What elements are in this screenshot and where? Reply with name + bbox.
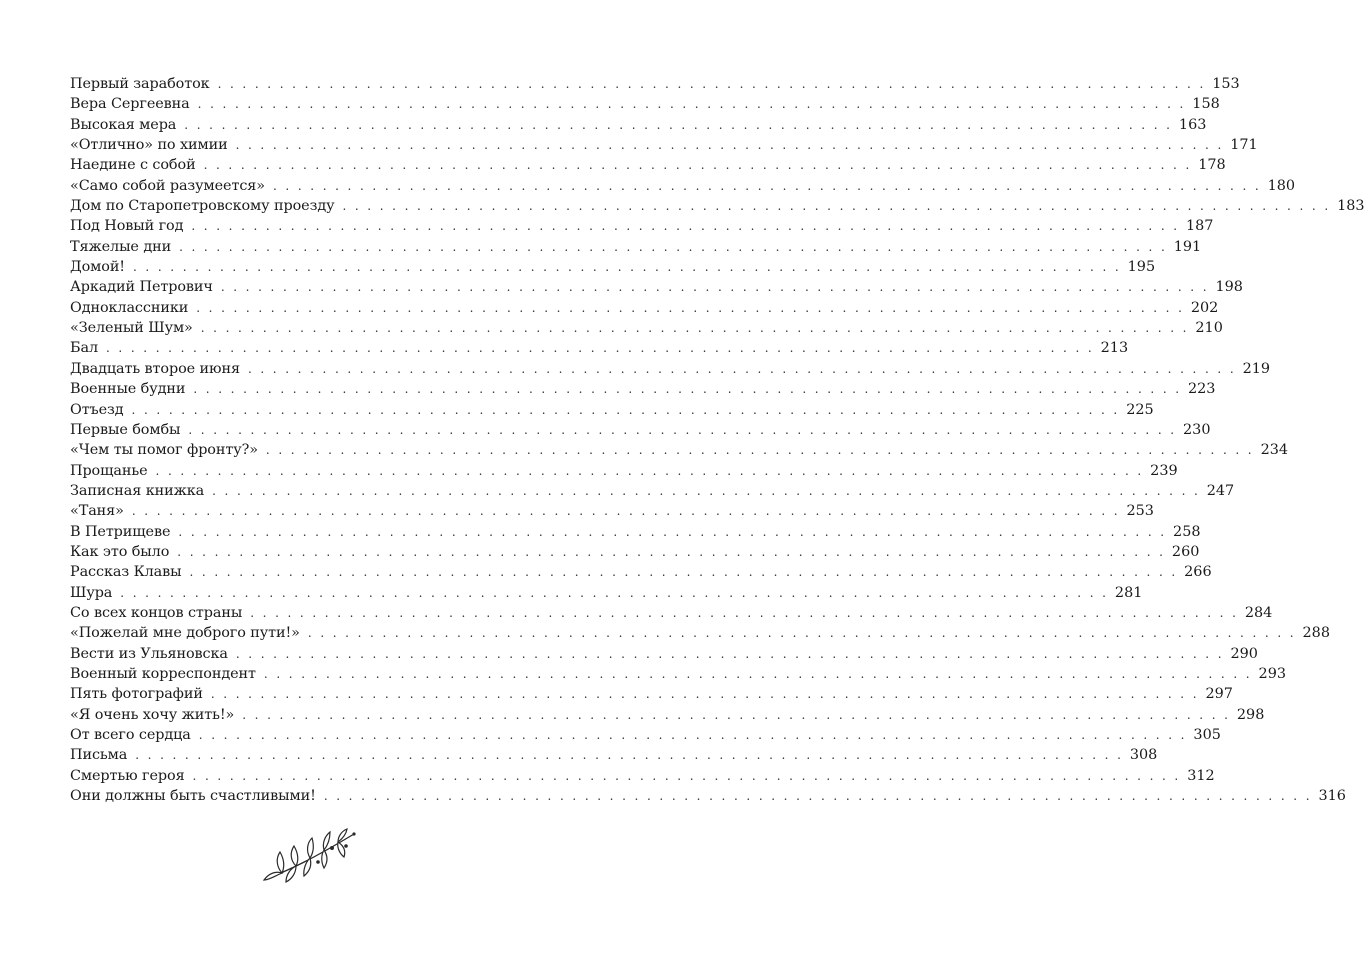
dot-leader: . . . . . . . . . . . . . . . . . . . . . . . . . . . . . . . . . . . . . . . . . . . . . . . . . . . . . . . . . . . . . . . . . . . . . . . . . . . . . . . .	[191, 219, 1180, 234]
toc-entry-page: 223	[1188, 381, 1216, 398]
toc-entry-page: 153	[1212, 76, 1240, 92]
dot-leader: . . . . . . . . . . . . . . . . . . . . . . . . . . . . . . . . . . . . . . . . . . . . . . . . . . . . . . . . . . . . . . . . . . . . . . . . . . . . . . . .	[307, 626, 1296, 641]
toc-entry-title: «Само собой разумеется»	[70, 177, 265, 194]
toc-entry	[70, 705, 1265, 725]
toc-entry	[70, 298, 1219, 318]
dot-leader: . . . . . . . . . . . . . . . . . . . . . . . . . . . . . . . . . . . . . . . . . . . . . . . . . . . . . . . . . . . . . . . . . . . . . . . . . . . . . . . .	[177, 544, 1166, 559]
toc-entry	[70, 338, 1129, 358]
dot-leader: . . . . . . . . . . . . . . . . . . . . . . . . . . . . . . . . . . . . . . . . . . . . . . . . . . . . . . . . . . . . . . . . . . . . . . . . . . . . . . . .	[106, 341, 1095, 356]
toc-entry-title: Тяжелые дни	[70, 238, 172, 255]
dot-leader: . . . . . . . . . . . . . . . . . . . . . . . . . . . . . . . . . . . . . . . . . . . . . . . . . . . . . . . . . . . . . . . . . . . . . . . . . . . . . . . .	[184, 117, 1173, 132]
toc-entry-title: «Зеленый Шум»	[70, 320, 193, 337]
toc-entry-page: 234	[1260, 442, 1289, 459]
toc-entry-page: 258	[1173, 523, 1201, 540]
dot-leader: . . . . . . . . . . . . . . . . . . . . . . . . . . . . . . . . . . . . . . . . . . . . . . . . . . . . . . . . . . . . . . . . . . . . . . . . . . . . . . . .	[179, 239, 1168, 254]
dot-leader: . . . . . . . . . . . . . . . . . . . . . . . . . . . . . . . . . . . . . . . . . . . . . . . . . . . . . . . . . . . . . . . . . . . . . . . . . . . . . . . .	[193, 382, 1182, 397]
toc-entry-title: Военные будни	[70, 381, 186, 398]
dot-leader: . . . . . . . . . . . . . . . . . . . . . . . . . . . . . . . . . . . . . . . . . . . . . . . . . . . . . . . . . . . . . . . . . . . . . . . . . . . . . . . .	[200, 321, 1189, 336]
toc-entry-title: Домой!	[70, 259, 125, 276]
toc-entry-page: 213	[1100, 340, 1129, 357]
toc-entry-title: Одноклассники	[70, 299, 189, 316]
toc-entry-page: 260	[1171, 543, 1200, 560]
toc-entry-page: 187	[1186, 218, 1214, 235]
toc-entry-page: 195	[1127, 259, 1156, 276]
dot-leader: . . . . . . . . . . . . . . . . . . . . . . . . . . . . . . . . . . . . . . . . . . . . . . . . . . . . . . . . . . . . . . . . . . . . . . . . . . . . . . . .	[189, 565, 1178, 580]
toc-entry	[70, 257, 1156, 277]
dot-leader: . . . . . . . . . . . . . . . . . . . . . . . . . . . . . . . . . . . . . . . . . . . . . . . . . . . . . . . . . . . . . . . . . . . . . . . . . . . . . . . .	[196, 300, 1185, 315]
toc-entry-page: 158	[1192, 96, 1220, 113]
toc-entry-title: Отъезд	[70, 401, 124, 418]
toc-entry	[70, 684, 1233, 704]
toc-entry-page: 180	[1267, 177, 1296, 194]
toc-entry-page: 253	[1126, 503, 1154, 520]
toc-entry-title: Пять фотографий	[70, 686, 203, 703]
dot-leader: . . . . . . . . . . . . . . . . . . . . . . . . . . . . . . . . . . . . . . . . . . . . . . . . . . . . . . . . . . . . . . . . . . . . . . . . . . . . . . . .	[178, 524, 1167, 539]
toc-entry	[70, 644, 1258, 664]
dot-leader: . . . . . . . . . . . . . . . . . . . . . . . . . . . . . . . . . . . . . . . . . . . . . . . . . . . . . . . . . . . . . . . . . . . . . . . . . . . . . . . .	[235, 138, 1224, 153]
dot-leader: . . . . . . . . . . . . . . . . . . . . . . . . . . . . . . . . . . . . . . . . . . . . . . . . . . . . . . . . . . . . . . . . . . . . . . . . . . . . . . . .	[323, 789, 1312, 804]
toc-entry-page: 288	[1302, 625, 1330, 642]
table-of-contents	[70, 74, 1365, 806]
toc-entry	[70, 501, 1154, 521]
toc-entry-page: 183	[1337, 198, 1365, 215]
toc-entry-page: 312	[1187, 767, 1215, 784]
toc-entry	[70, 603, 1273, 623]
toc-entry-page: 219	[1242, 360, 1271, 377]
toc-entry-page: 284	[1244, 604, 1273, 621]
toc-entry-page: 247	[1206, 482, 1235, 499]
toc-entry	[70, 623, 1330, 643]
toc-entry	[70, 562, 1212, 582]
toc-entry	[70, 216, 1214, 236]
dot-leader: . . . . . . . . . . . . . . . . . . . . . . . . . . . . . . . . . . . . . . . . . . . . . . . . . . . . . . . . . . . . . . . . . . . . . . . . . . . . . . . .	[272, 178, 1262, 193]
dot-leader: . . . . . . . . . . . . . . . . . . . . . . . . . . . . . . . . . . . . . . . . . . . . . . . . . . . . . . . . . . . . . . . . . . . . . . . . . . . . . . . .	[155, 463, 1144, 478]
toc-entry-page: 198	[1215, 279, 1243, 296]
dot-leader: . . . . . . . . . . . . . . . . . . . . . . . . . . . . . . . . . . . . . . . . . . . . . . . . . . . . . . . . . . . . . . . . . . . . . . . . . . . . . . . .	[131, 402, 1120, 417]
toc-entry-page: 202	[1190, 299, 1219, 316]
toc-entry	[70, 664, 1287, 684]
toc-entry	[70, 135, 1258, 155]
dot-leader: . . . . . . . . . . . . . . . . . . . . . . . . . . . . . . . . . . . . . . . . . . . . . . . . . . . . . . . . . . . . . . . . . . . . . . . . . . . . . . . .	[220, 280, 1209, 295]
toc-entry-page: 230	[1183, 421, 1211, 438]
toc-entry-title: В Петрищеве	[70, 523, 171, 540]
toc-entry	[70, 766, 1215, 786]
toc-entry-title: Первый заработок	[70, 76, 210, 92]
toc-entry	[70, 583, 1143, 603]
toc-entry	[70, 481, 1235, 501]
toc-entry	[70, 74, 1240, 94]
toc-entry-title: Высокая мера	[70, 116, 177, 133]
dot-leader: . . . . . . . . . . . . . . . . . . . . . . . . . . . . . . . . . . . . . . . . . . . . . . . . . . . . . . . . . . . . . . . . . . . . . . . . . . . . . . . .	[212, 483, 1201, 498]
toc-entry	[70, 542, 1200, 562]
dot-leader: . . . . . . . . . . . . . . . . . . . . . . . . . . . . . . . . . . . . . . . . . . . . . . . . . . . . . . . . . . . . . . . . . . . . . . . . . . . . . . . .	[133, 260, 1122, 275]
dot-leader: . . . . . . . . . . . . . . . . . . . . . . . . . . . . . . . . . . . . . . . . . . . . . . . . . . . . . . . . . . . . . . . . . . . . . . . . . . . . . . . .	[192, 768, 1181, 783]
toc-entry-title: «Пожелай мне доброго пути!»	[70, 625, 300, 642]
toc-entry-title: «Отлично» по химии	[70, 137, 228, 154]
toc-entry-page: 163	[1178, 116, 1207, 133]
toc-entry-title: «Чем ты помог фронту?»	[70, 442, 258, 459]
dot-leader: . . . . . . . . . . . . . . . . . . . . . . . . . . . . . . . . . . . . . . . . . . . . . . . . . . . . . . . . . . . . . . . . . . . . . . . . . . . . . . . .	[217, 77, 1206, 91]
laurel-branch-icon	[262, 826, 360, 886]
toc-entry-page: 297	[1205, 686, 1233, 703]
toc-entry-page: 178	[1198, 157, 1226, 174]
toc-entry-title: Наедине с собой	[70, 157, 196, 174]
dot-leader: . . . . . . . . . . . . . . . . . . . . . . . . . . . . . . . . . . . . . . . . . . . . . . . . . . . . . . . . . . . . . . . . . . . . . . . . . . . . . . . .	[210, 687, 1199, 702]
dot-leader: . . . . . . . . . . . . . . . . . . . . . . . . . . . . . . . . . . . . . . . . . . . . . . . . . . . . . . . . . . . . . . . . . . . . . . . . . . . . . . . .	[342, 199, 1331, 214]
toc-entry-title: Военный корреспондент	[70, 665, 256, 682]
toc-entry-title: «Таня»	[70, 503, 124, 520]
toc-entry-title: Смертью героя	[70, 767, 185, 784]
toc-entry-page: 171	[1230, 137, 1258, 154]
toc-entry	[70, 745, 1158, 765]
toc-entry	[70, 237, 1202, 257]
dot-leader: . . . . . . . . . . . . . . . . . . . . . . . . . . . . . . . . . . . . . . . . . . . . . . . . . . . . . . . . . . . . . . . . . . . . . . . . . . . . . . . .	[135, 748, 1124, 763]
toc-entry-title: Аркадий Петрович	[70, 279, 213, 296]
dot-leader: . . . . . . . . . . . . . . . . . . . . . . . . . . . . . . . . . . . . . . . . . . . . . . . . . . . . . . . . . . . . . . . . . . . . . . . . . . . . . . . .	[198, 728, 1187, 742]
toc-entry	[70, 115, 1207, 135]
toc-entry-title: Прощанье	[70, 462, 148, 479]
toc-entry	[70, 94, 1220, 114]
toc-entry-title: Бал	[70, 340, 98, 357]
toc-entry-title: Рассказ Клавы	[70, 564, 182, 581]
toc-entry-title: Вера Сергеевна	[70, 96, 190, 113]
dot-leader: . . . . . . . . . . . . . . . . . . . . . . . . . . . . . . . . . . . . . . . . . . . . . . . . . . . . . . . . . . . . . . . . . . . . . . . . . . . . . . . .	[265, 443, 1255, 458]
toc-entry-title: Двадцать второе июня	[70, 360, 240, 377]
dot-leader: . . . . . . . . . . . . . . . . . . . . . . . . . . . . . . . . . . . . . . . . . . . . . . . . . . . . . . . . . . . . . . . . . . . . . . . . . . . . . . . .	[263, 666, 1253, 681]
toc-entry-page: 298	[1236, 706, 1265, 723]
dot-leader: . . . . . . . . . . . . . . . . . . . . . . . . . . . . . . . . . . . . . . . . . . . . . . . . . . . . . . . . . . . . . . . . . . . . . . . . . . . . . . . .	[247, 361, 1237, 376]
dot-leader: . . . . . . . . . . . . . . . . . . . . . . . . . . . . . . . . . . . . . . . . . . . . . . . . . . . . . . . . . . . . . . . . . . . . . . . . . . . . . . . .	[131, 504, 1120, 519]
toc-entry	[70, 379, 1216, 399]
toc-entry-page: 191	[1173, 238, 1202, 255]
toc-entry-page: 290	[1230, 645, 1258, 662]
toc-entry-title: Под Новый год	[70, 218, 184, 235]
dot-leader: . . . . . . . . . . . . . . . . . . . . . . . . . . . . . . . . . . . . . . . . . . . . . . . . . . . . . . . . . . . . . . . . . . . . . . . . . . . . . . . .	[120, 585, 1109, 600]
dot-leader: . . . . . . . . . . . . . . . . . . . . . . . . . . . . . . . . . . . . . . . . . . . . . . . . . . . . . . . . . . . . . . . . . . . . . . . . . . . . . . . .	[235, 646, 1224, 661]
toc-entry-title: «Я очень хочу жить!»	[70, 706, 235, 723]
dot-leader: . . . . . . . . . . . . . . . . . . . . . . . . . . . . . . . . . . . . . . . . . . . . . . . . . . . . . . . . . . . . . . . . . . . . . . . . . . . . . . . .	[250, 605, 1239, 620]
toc-entry-title: Со всех концов страны	[70, 604, 243, 621]
toc-entry	[70, 420, 1211, 440]
toc-entry	[70, 318, 1223, 338]
toc-entry	[70, 176, 1296, 196]
dot-leader: . . . . . . . . . . . . . . . . . . . . . . . . . . . . . . . . . . . . . . . . . . . . . . . . . . . . . . . . . . . . . . . . . . . . . . . . . . . . . . . .	[203, 158, 1192, 173]
toc-entry-page: 308	[1129, 747, 1158, 764]
toc-entry	[70, 786, 1346, 806]
toc-entry-title: Записная книжка	[70, 482, 205, 499]
toc-entry	[70, 155, 1226, 175]
toc-entry	[70, 461, 1178, 481]
toc-entry-title: Как это было	[70, 543, 170, 560]
toc-entry-page: 210	[1195, 320, 1223, 337]
dot-leader: . . . . . . . . . . . . . . . . . . . . . . . . . . . . . . . . . . . . . . . . . . . . . . . . . . . . . . . . . . . . . . . . . . . . . . . . . . . . . . . .	[188, 422, 1177, 437]
toc-entry	[70, 522, 1201, 542]
dot-leader: . . . . . . . . . . . . . . . . . . . . . . . . . . . . . . . . . . . . . . . . . . . . . . . . . . . . . . . . . . . . . . . . . . . . . . . . . . . . . . . .	[197, 97, 1186, 112]
toc-entry-page: 293	[1258, 665, 1287, 682]
toc-entry-title: Вести из Ульяновска	[70, 645, 228, 662]
toc-entry-title: Они должны быть счастливыми!	[70, 788, 316, 805]
toc-entry-page: 266	[1184, 564, 1212, 581]
toc-entry	[70, 277, 1243, 297]
toc-entry	[70, 440, 1289, 460]
toc-entry-title: Письма	[70, 747, 128, 764]
toc-entry	[70, 725, 1221, 745]
toc-entry	[70, 196, 1365, 216]
toc-entry-page: 239	[1150, 462, 1178, 479]
toc-entry	[70, 400, 1154, 420]
toc-entry-title: Дом по Старопетровскому проезду	[70, 198, 335, 215]
toc-entry	[70, 359, 1271, 379]
toc-entry-title: Шура	[70, 584, 113, 601]
toc-entry-page: 281	[1114, 584, 1143, 601]
toc-entry-page: 305	[1193, 727, 1221, 743]
toc-entry-title: Первые бомбы	[70, 421, 181, 438]
dot-leader: . . . . . . . . . . . . . . . . . . . . . . . . . . . . . . . . . . . . . . . . . . . . . . . . . . . . . . . . . . . . . . . . . . . . . . . . . . . . . . . .	[242, 707, 1231, 722]
toc-entry-page: 225	[1126, 401, 1154, 418]
toc-entry-page: 316	[1318, 788, 1346, 805]
toc-entry-title: От всего сердца	[70, 727, 191, 743]
